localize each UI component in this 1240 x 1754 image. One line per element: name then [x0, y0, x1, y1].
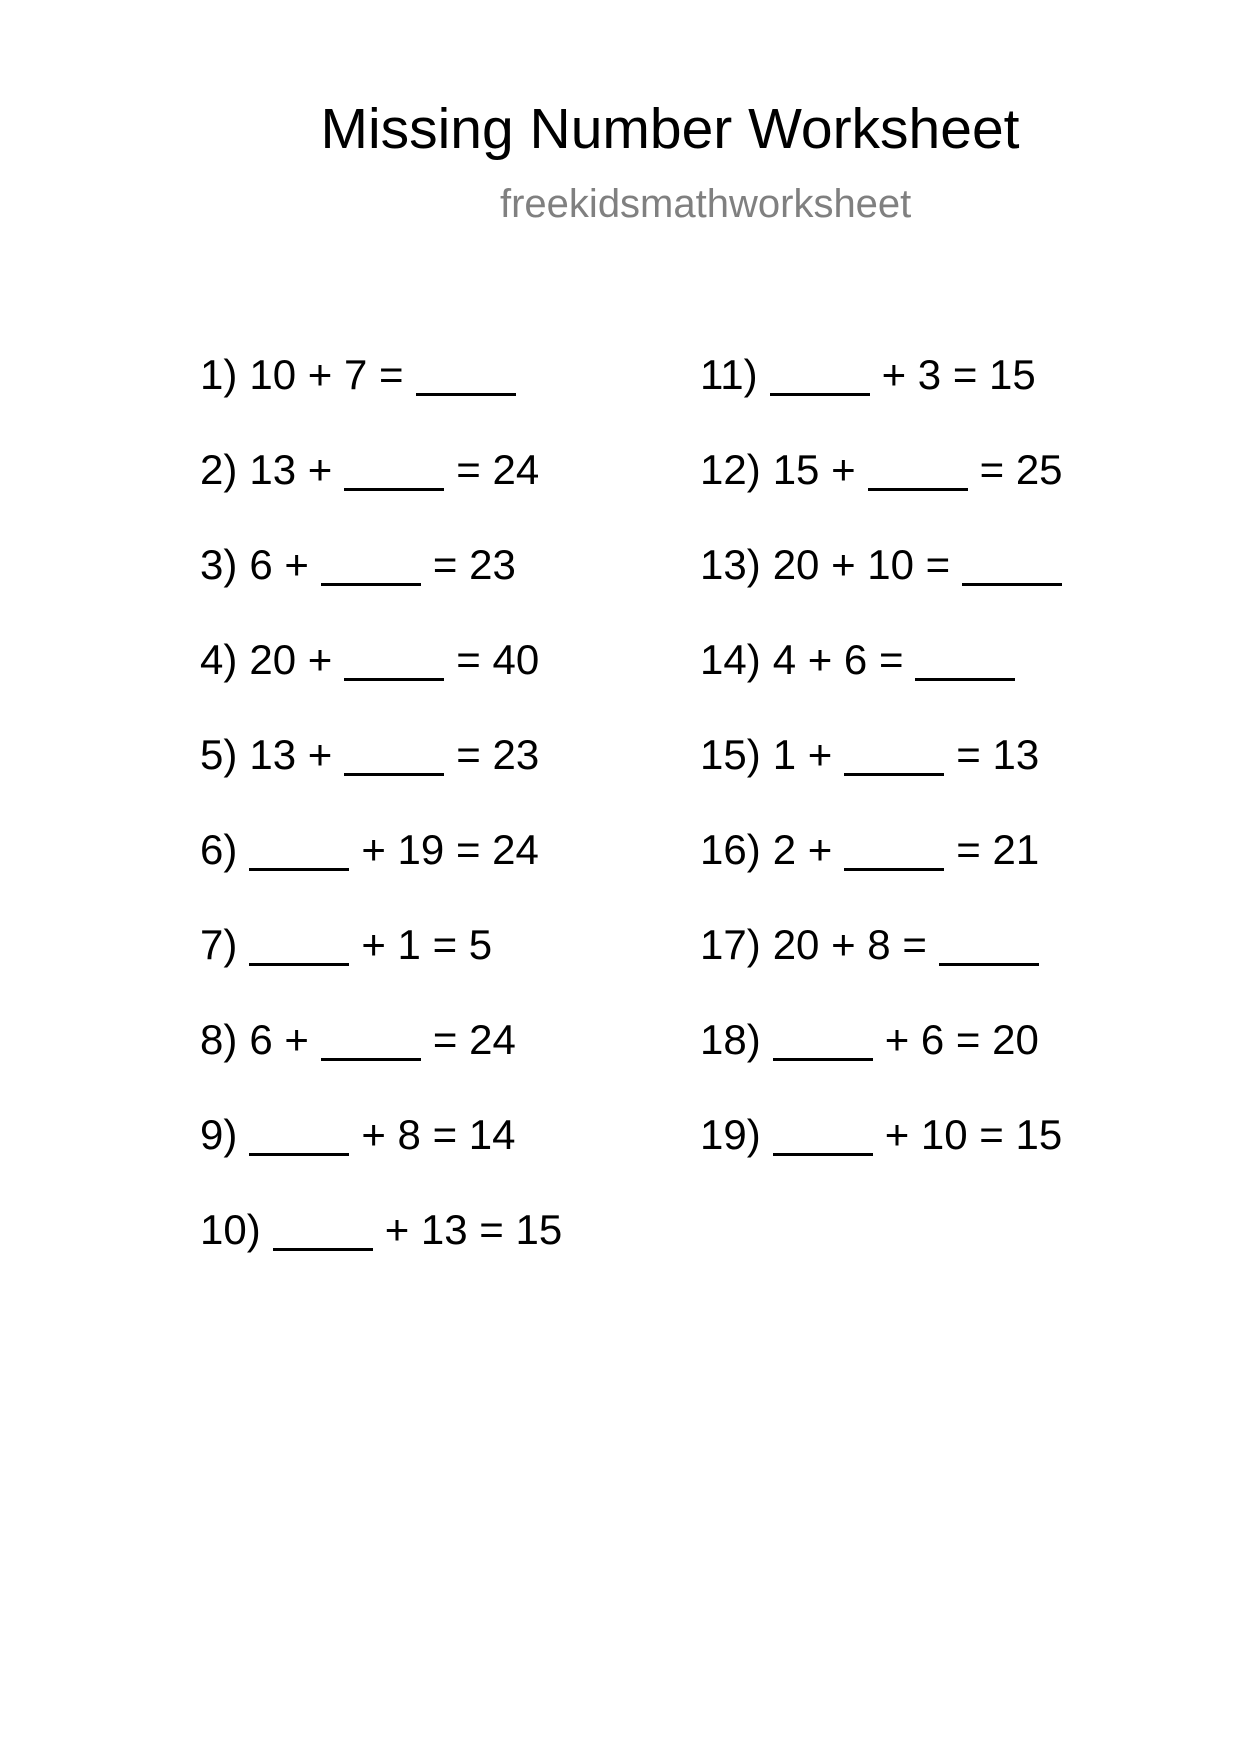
problem-row [200, 345, 562, 440]
problem-expression-right: + 8 = 14 [361, 1111, 516, 1158]
problem-row [700, 630, 1074, 725]
problem-row [200, 820, 562, 915]
problem-row [700, 1105, 1074, 1200]
problems-right-column [700, 345, 1074, 1200]
problem-expression-left: 6 + [249, 541, 309, 588]
problem-number: 10) [200, 1206, 261, 1253]
problem-number: 16) [700, 826, 761, 873]
answer-blank[interactable] [344, 448, 444, 491]
problem-row [700, 915, 1074, 1010]
problem-expression-right: = 24 [456, 446, 540, 493]
problem-expression-left: 2 + [772, 826, 833, 873]
worksheet-title: Missing Number Worksheet [320, 97, 1020, 161]
problem-row [700, 725, 1074, 820]
answer-blank[interactable] [770, 353, 870, 396]
problem-expression-right: = 21 [956, 826, 1040, 873]
answer-blank[interactable] [344, 733, 444, 776]
problem-expression-right: + 10 = 15 [884, 1111, 1063, 1158]
answer-blank[interactable] [844, 828, 944, 871]
problem-row [200, 725, 562, 820]
worksheet-subtitle: freekidsmathworksheet [500, 182, 912, 226]
problem-expression-left: 4 + 6 = [772, 636, 904, 683]
problem-number: 14) [700, 636, 761, 683]
answer-blank[interactable] [321, 543, 421, 586]
answer-blank[interactable] [344, 638, 444, 681]
problem-number: 9) [200, 1111, 238, 1158]
problem-row [200, 440, 562, 535]
answer-blank[interactable] [773, 1113, 873, 1156]
answer-blank[interactable] [773, 1018, 873, 1061]
problem-number: 11) [700, 351, 758, 398]
problem-row [200, 535, 562, 630]
problem-expression-right: = 23 [432, 541, 516, 588]
problem-expression-right: + 1 = 5 [361, 921, 493, 968]
answer-blank[interactable] [416, 353, 516, 396]
answer-blank[interactable] [273, 1208, 373, 1251]
problem-expression-left: 15 + [772, 446, 856, 493]
problem-expression-left: 6 + [249, 1016, 309, 1063]
problem-row [700, 820, 1074, 915]
problem-expression-left: 10 + 7 = [249, 351, 404, 398]
problem-number: 17) [700, 921, 761, 968]
problem-number: 8) [200, 1016, 238, 1063]
answer-blank[interactable] [249, 828, 349, 871]
problem-expression-left: 20 + 8 = [772, 921, 927, 968]
problem-number: 5) [200, 731, 238, 778]
problem-expression-left: 13 + [249, 446, 333, 493]
problems-left-column [200, 345, 562, 1295]
problem-expression-left: 1 + [772, 731, 833, 778]
problem-row [700, 1010, 1074, 1105]
problem-expression-right: = 13 [956, 731, 1040, 778]
problem-row [200, 1105, 562, 1200]
problem-row [200, 915, 562, 1010]
answer-blank[interactable] [249, 923, 349, 966]
problem-row [700, 345, 1074, 440]
answer-blank[interactable] [249, 1113, 349, 1156]
problem-expression-right: = 40 [456, 636, 540, 683]
problem-number: 7) [200, 921, 238, 968]
problem-expression-right: + 6 = 20 [884, 1016, 1039, 1063]
problem-row [700, 535, 1074, 630]
problem-expression-right: = 24 [432, 1016, 516, 1063]
problem-number: 18) [700, 1016, 761, 1063]
problem-number: 6) [200, 826, 238, 873]
problem-row [200, 1010, 562, 1105]
problem-row [200, 1200, 562, 1295]
problem-number: 13) [700, 541, 761, 588]
problem-number: 1) [200, 351, 238, 398]
problem-expression-right: + 19 = 24 [361, 826, 539, 873]
problem-number: 4) [200, 636, 238, 683]
problem-expression-right: = 25 [979, 446, 1063, 493]
answer-blank[interactable] [844, 733, 944, 776]
problem-number: 12) [700, 446, 761, 493]
answer-blank[interactable] [939, 923, 1039, 966]
problem-expression-right: + 3 = 15 [881, 351, 1036, 398]
answer-blank[interactable] [321, 1018, 421, 1061]
problem-number: 15) [700, 731, 761, 778]
problem-expression-left: 20 + [249, 636, 333, 683]
problem-expression-right: = 23 [456, 731, 540, 778]
problem-row [700, 440, 1074, 535]
answer-blank[interactable] [915, 638, 1015, 681]
problem-number: 19) [700, 1111, 761, 1158]
answer-blank[interactable] [868, 448, 968, 491]
answer-blank[interactable] [962, 543, 1062, 586]
problem-expression-left: 13 + [249, 731, 333, 778]
problem-expression-right: + 13 = 15 [384, 1206, 563, 1253]
problem-number: 2) [200, 446, 238, 493]
problem-row [200, 630, 562, 725]
problem-number: 3) [200, 541, 238, 588]
problem-expression-left: 20 + 10 = [772, 541, 951, 588]
